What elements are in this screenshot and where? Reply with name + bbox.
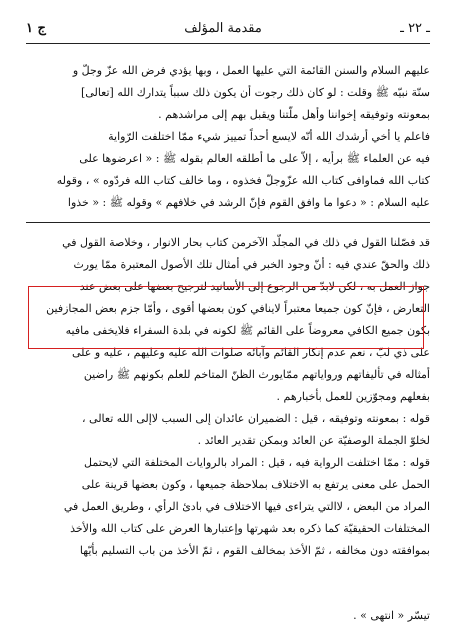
text-line: المختلفات الحقيقيّة كما ذكره بعد شهرتها وإعتبارها العرض على كتاب الله والأخذ bbox=[70, 522, 430, 535]
text-line: قد فصّلنا القول في ذلك في المجلّد الآخرمن كتاب بحار الانوار ، وخلاصة القول في bbox=[62, 236, 430, 249]
volume-label: ج ١ bbox=[26, 20, 46, 36]
text-line: ذلك والحقّ عندي فيه : أنّ وجود الخبر في أمثال تلك الأصول المعتبرة ممّا يورث bbox=[73, 258, 430, 271]
text-line: بمعونته وتوفيقه إخواننا وأهل ملّتنا ويقبل بهم إلى مراشدهم . bbox=[158, 108, 430, 121]
page-number: ـ ٢٢ ـ bbox=[400, 20, 430, 36]
closing-line: تيسّر « انتهى » . bbox=[353, 609, 430, 622]
text-line: الحمل على معنى يرتفع به الاختلاف بملاحظة جميعها ، وكون بعضها قرينة على bbox=[81, 478, 430, 491]
text-line: لخلوّ الجملة الوصفيّة عن العائد وبمكن تقدير العائد . bbox=[197, 434, 430, 447]
text-line: فيه عن العلماء ﷺ برأيه ، إلاّ على ما أطلقه العالم بقوله ﷺ : « اعرضوها على bbox=[79, 152, 430, 165]
text-line: فاعلم يا أخي أرشدك الله أنّه لايسع أحداً تمييز شيء ممّا اختلفت الرّواية bbox=[108, 130, 430, 143]
text-line: بموافقته دون مخالفه ، ثمّ الأخذ بمخالف القوم ، ثمّ الأخذ من باب التسليم بأيّها bbox=[79, 544, 430, 557]
running-title: مقدمة المؤلف bbox=[184, 20, 262, 36]
page-header bbox=[26, 18, 430, 38]
commentary-text bbox=[26, 232, 430, 562]
header-rule bbox=[26, 43, 430, 44]
text-line: عليه السلام : « دعوا ما وافق القوم فإنّ الرشد في خلافهم » وقوله ﷺ : « خذوا bbox=[67, 196, 430, 209]
text-line: المراد من البعض ، لاالتي يتراءى فيها الاختلاف في بادئ الرأي ، وطريق العمل في bbox=[63, 500, 430, 513]
text-line: أمثاله في تأليفاتهم ورواياتهم ممّايورث الظنّ المتاخم للعلم بكونهم ﷺ راضين bbox=[83, 368, 430, 381]
text-line: بكون جميع الكافي معروضاً على القائم ﷺ لكونه في بلدة السفراء فلايخفى مافيه bbox=[65, 324, 430, 337]
text-line: عليهم السلام والسنن القائمة التي عليها العمل ، وبها يؤدي فرض الله عزّ وجلّ و bbox=[72, 64, 430, 77]
text-line: جواز العمل به ، لكن لابدّ من الرجوع إلى الأسانيد لترجيح بعضها على بعض عند bbox=[79, 280, 430, 293]
text-line: سنّة نبيّه ﷺ وقلت : لو كان ذلك رجوت أن يكون ذلك سبباً يتدارك الله [تعالى] bbox=[81, 86, 430, 99]
text-line: كتاب الله فماوافى كتاب الله عزّوجلّ فخذوه ، وما خالف كتاب الله فردّوه » ، وقوله bbox=[56, 174, 430, 187]
text-line: بفعلهم ومجوّزين للعمل بأخبارهم . bbox=[276, 390, 430, 403]
main-text bbox=[26, 60, 430, 214]
text-line: قوله : ممّا اختلفت الرواية فيه ، قيل : المراد بالروايات المختلفة التي لايحتمل bbox=[84, 456, 430, 469]
footnote-rule bbox=[26, 222, 430, 223]
text-line: على ذي لبّ ، نعم عدم إنكار القائم وآبائه صلوات الله عليه وعليهم ، عليه و على bbox=[72, 346, 430, 359]
text-line: قوله : بمعونته وتوفيقه ، قيل : الضميران عائدان إلى السبب لاإلى الله تعالى ، bbox=[81, 412, 430, 425]
text-line: التعارض ، فإنّ كون جميعا معتبراً لاينافي كون بعضها أقوى ، وأمّا جزم بعض المجازفين bbox=[46, 302, 430, 315]
